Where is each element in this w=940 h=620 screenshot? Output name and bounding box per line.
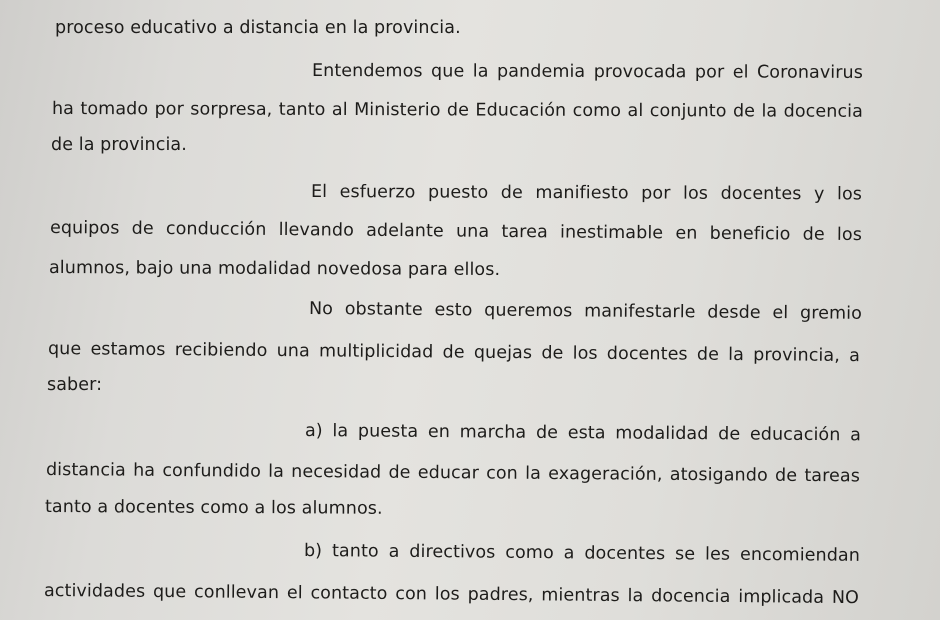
text-line: No obstante esto queremos manifestarle desde el gremio [308,299,863,324]
text-line: actividades que conllevan el contacto con los padres, mientras la docencia implicada NO [43,581,860,609]
text-line: que estamos recibiendo una multiplicidad de quejas de los docentes de la provincia, a [47,339,861,367]
text-line: de la provincia. [51,135,187,155]
text-line: a) la puesta en marcha de esta modalidad de educación a [304,421,862,446]
text-line: distancia ha confundido la necesidad de educar con la exageración, atosigando de tareas [45,460,861,487]
text-line: El esfuerzo puesto de manifiesto por los docentes y los [310,182,863,205]
text-line: ha tomado por sorpresa, tanto al Ministerio de Educación como al conjunto de la docencia [51,99,864,122]
text-line: b) tanto a directivos como a docentes se les encomiendan [303,541,861,566]
text-line: proceso educativo a distancia en la provincia. [55,18,461,38]
text-line: Entendemos que la pandemia provocada por el Coronavirus [311,61,864,83]
text-line: saber: [47,375,103,395]
text-line: tanto a docentes como a los alumnos. [44,497,383,519]
text-line: alumnos, bajo una modalidad novedosa para ellos. [48,258,501,280]
text-line: equipos de conducción llevando adelante una tarea inestimable en beneficio de los [49,218,863,246]
